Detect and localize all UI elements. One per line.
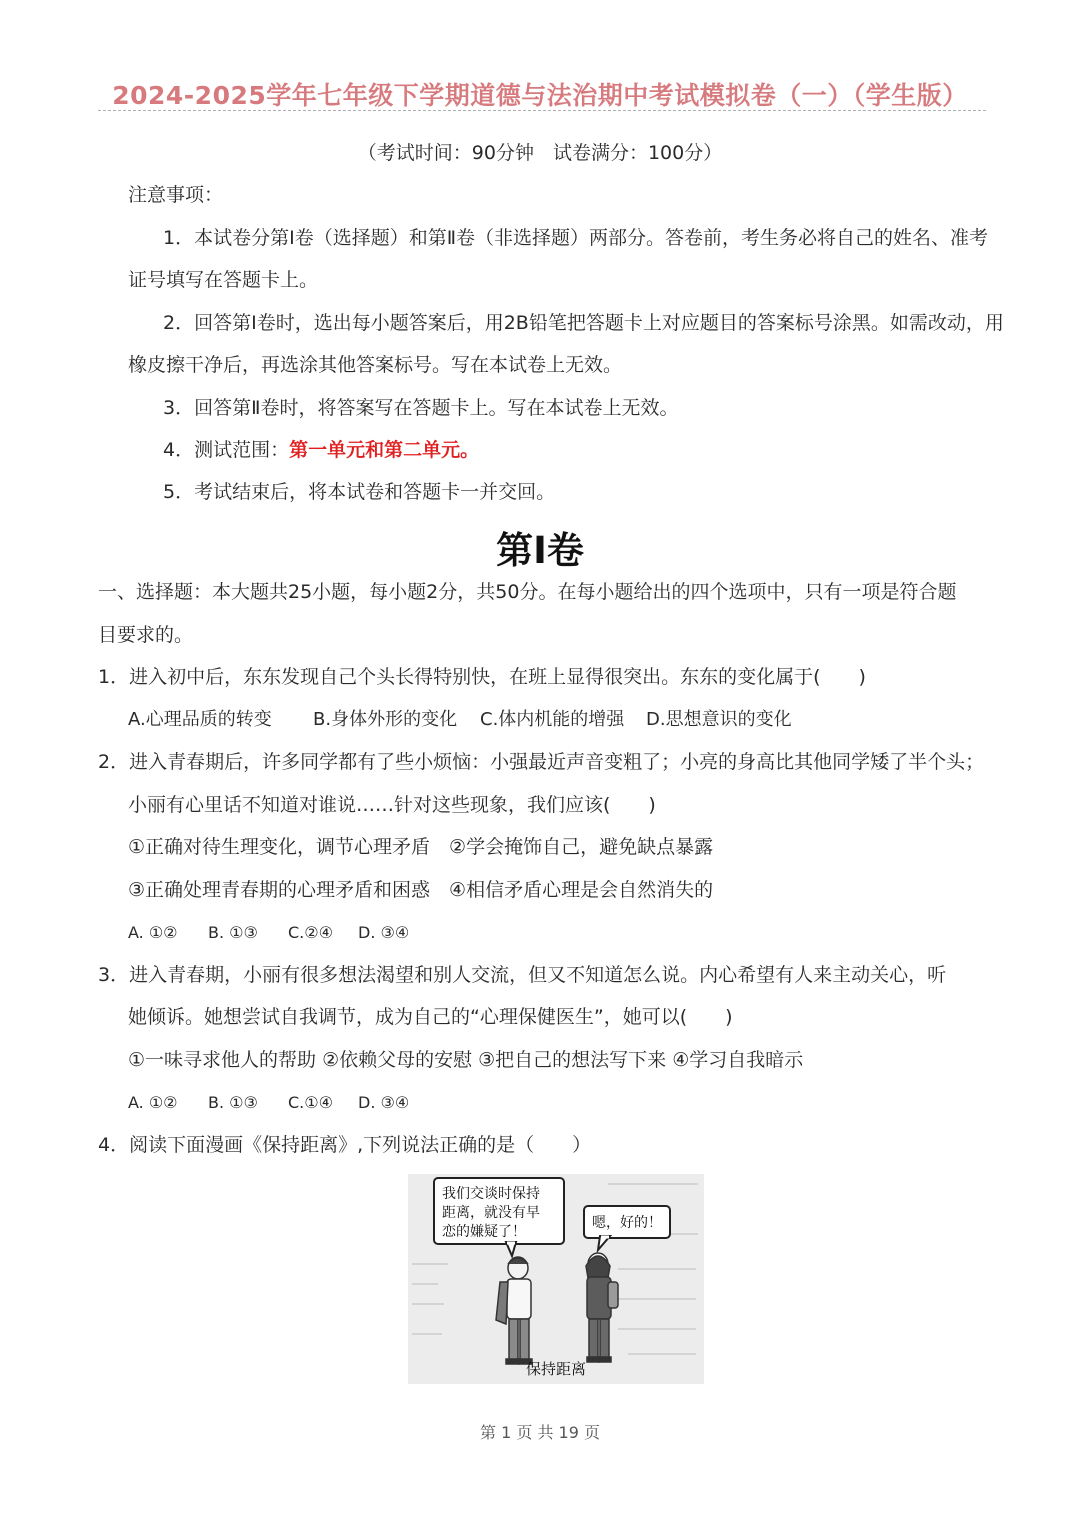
question-1-stem: 1．进入初中后，东东发现自己个头长得特别快，在班上显得很突出。东东的变化属于( ) xyxy=(98,666,866,688)
q2-option-b: B. ①③ xyxy=(208,923,258,942)
note-2-line-1: 2．回答第Ⅰ卷时，选出每小题答案后，用2B铅笔把答题卡上对应题目的答案标号涂黑。如需改动，用 xyxy=(163,312,1004,334)
question-2-stem-2: 小丽有心里话不知道对谁说……针对这些现象，我们应该( ) xyxy=(128,794,656,816)
bubble-right-text: 嗯，好的！ xyxy=(592,1215,662,1231)
q1-option-c: C.体内机能的增强 xyxy=(480,709,625,730)
q1-option-d: D.思想意识的变化 xyxy=(646,709,792,730)
q3-option-b: B. ①③ xyxy=(208,1093,258,1112)
test-scope: 第一单元和第二单元。 xyxy=(289,439,480,461)
question-3-statements: ①一味寻求他人的帮助 ②依赖父母的安慰 ③把自己的想法写下来 ④学习自我暗示 xyxy=(128,1049,804,1071)
notes-heading: 注意事项： xyxy=(128,184,224,206)
q2-option-d: D. ③④ xyxy=(358,923,410,942)
q1-option-a: A.心理品质的转变 xyxy=(128,709,272,730)
girl-figure xyxy=(586,1253,618,1362)
note-1-line-2: 证号填写在答题卡上。 xyxy=(128,269,319,291)
note-2-line-2: 橡皮擦干净后，再选涂其他答案标号。写在本试卷上无效。 xyxy=(128,354,623,376)
question-4-stem: 4．阅读下面漫画《保持距离》,下列说法正确的是（ ） xyxy=(98,1134,592,1156)
bubble-left-line-3: 恋的嫌疑了！ xyxy=(442,1224,526,1240)
bubble-left-line-1: 我们交谈时保持 xyxy=(442,1186,540,1202)
question-3-stem-2: 她倾诉。她想尝试自我调节，成为自己的“心理保健医生”，她可以( ) xyxy=(128,1006,733,1028)
q2-option-a: A. ①② xyxy=(128,923,178,942)
question-2-statements-2: ③正确处理青春期的心理矛盾和困惑 ④相信矛盾心理是会自然消失的 xyxy=(128,879,714,901)
question-1-options xyxy=(128,705,792,735)
title-divider xyxy=(98,110,986,111)
note-4-label: 4．测试范围： xyxy=(163,439,290,461)
exam-info: （考试时间：90分钟 试卷满分：100分） xyxy=(357,142,723,164)
q1-option-b: B.身体外形的变化 xyxy=(313,709,458,730)
q3-option-a: A. ①② xyxy=(128,1093,178,1112)
question-2-stem-1: 2．进入青春期后，许多同学都有了些小烦恼：小强最近声音变粗了；小亮的身高比其他同学矮了半个头； xyxy=(98,751,985,773)
question-3-options xyxy=(128,1088,409,1118)
comic-illustration xyxy=(408,1174,704,1384)
note-4 xyxy=(163,435,479,465)
section-intro-line-1: 一、选择题：本大题共25小题，每小题2分，共50分。在每小题给出的四个选项中，只有一项是符合题 xyxy=(98,581,957,603)
note-5: 5．考试结束后，将本试卷和答题卡一并交回。 xyxy=(163,481,556,503)
section-title: 第Ⅰ卷 xyxy=(496,529,584,572)
question-2-statements-1: ①正确对待生理变化，调节心理矛盾 ②学会掩饰自己，避免缺点暴露 xyxy=(128,836,714,858)
q3-option-c: C.①④ xyxy=(288,1093,333,1112)
question-2-options xyxy=(128,918,409,948)
boy-figure xyxy=(496,1257,532,1364)
section-intro-line-2: 目要求的。 xyxy=(98,624,194,646)
q2-option-c: C.②④ xyxy=(288,923,333,942)
note-1-line-1: 1．本试卷分第Ⅰ卷（选择题）和第Ⅱ卷（非选择题）两部分。答卷前，考生务必将自己的姓名、准考 xyxy=(163,227,989,249)
paper-title: 2024-2025学年七年级下学期道德与法治期中考试模拟卷（一）（学生版） xyxy=(112,81,968,110)
bubble-left-line-2: 距离，就没有早 xyxy=(442,1205,540,1221)
comic-caption: 保持距离 xyxy=(525,1360,587,1378)
page-number: 第 1 页 共 19 页 xyxy=(480,1423,600,1442)
question-3-stem-1: 3．进入青春期，小丽有很多想法渴望和别人交流，但又不知道怎么说。内心希望有人来主动关心，听 xyxy=(98,964,947,986)
q3-option-d: D. ③④ xyxy=(358,1093,410,1112)
note-3: 3．回答第Ⅱ卷时，将答案写在答题卡上。写在本试卷上无效。 xyxy=(163,397,679,419)
